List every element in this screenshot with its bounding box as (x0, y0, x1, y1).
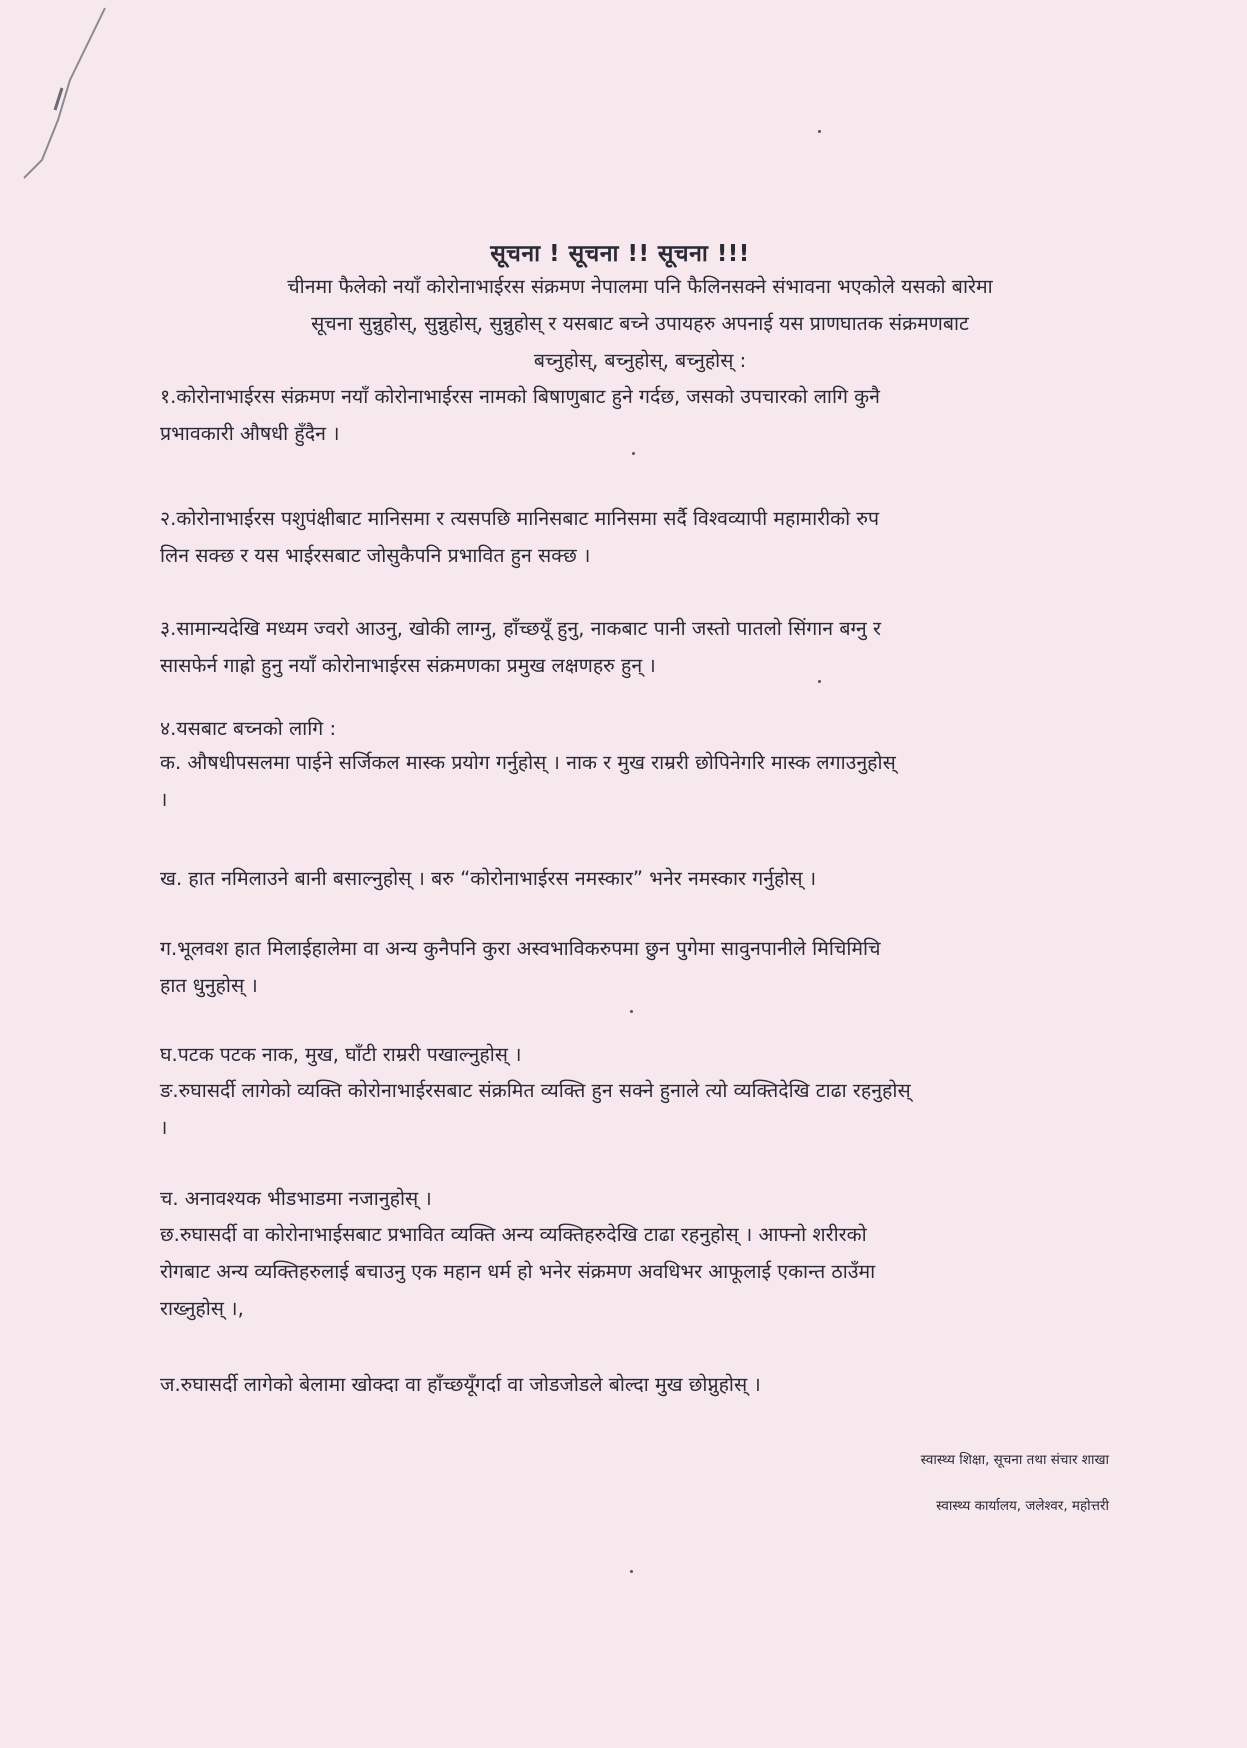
point-chha-line: रोगबाट अन्य व्यक्तिहरुलाई बचाउनु एक महान धर्म हो भनेर संक्रमण अवधिभर आफूलाई एकान्त ठाउँमा (160, 1260, 876, 1283)
point-3-line: ३.सामान्यदेखि मध्यम ज्वरो आउनु, खोकी लाग्नु, हाँच्छयूँ हुनु, नाकबाट पानी जस्तो पातलो सिंगान बग्नु र (160, 617, 881, 640)
pen-scratch-mark (0, 0, 140, 200)
point-kha-line: ख. हात नमिलाउने बानी बसाल्नुहोस् । बरु “कोरोनाभाईरस नमस्कार” भनेर नमस्कार गर्नुहोस् । (160, 867, 817, 890)
point-ga (160, 930, 1115, 1004)
point-3-line: सासफेर्न गाह्रो हुनु नयाँ कोरोनाभाईरस संक्रमणका प्रमुख लक्षणहरु हुन् । (160, 654, 656, 677)
point-kha (160, 860, 1115, 897)
point-ga-line: ग.भूलवश हात मिलाईहालेमा वा अन्य कुनैपनि कुरा अस्वभाविकरुपमा छुन पुगेमा सावुनपानीले मिचिमिचि (160, 937, 881, 960)
point-1 (160, 378, 1115, 452)
notice-title: सूचना ! सूचना !! सूचना !!! (490, 241, 750, 267)
point-ka-line: क. औषधीपसलमा पाईने सर्जिकल मास्क प्रयोग गर्नुहोस् । नाक र मुख राम्ररी छोपिनेगरि मास्क लगाउनुहोस् (160, 751, 896, 774)
point-gha-line: घ.पटक पटक नाक, मुख, घाँटी राम्ररी पखाल्नुहोस् । (160, 1043, 522, 1066)
point-3 (160, 610, 1115, 684)
point-1-line: प्रभावकारी औषधी हुँदैन । (160, 422, 340, 445)
point-4-heading-text: ४.यसबाट बच्नको लागि : (160, 717, 337, 740)
point-2-line: लिन सक्छ र यस भाईरसबाट जोसुकैपनि प्रभावित हुन सक्छ । (160, 544, 591, 567)
point-2-line: २.कोरोनाभाईरस पशुपंक्षीबाट मानिसमा र त्यसपछि मानिसबाट मानिसमा सर्दै विश्वव्यापी महामारीको रुप (160, 507, 880, 530)
point-2 (160, 500, 1115, 574)
intro-line: सूचना सुन्नुहोस्, सुन्नुहोस्, सुन्नुहोस् र यसबाट बच्ने उपायहरु अपनाई यस प्राणघातक संक्रमणबाट (311, 312, 969, 335)
point-4-heading (160, 710, 1115, 747)
intro-line: बच्नुहोस्, बच्नुहोस्, बच्नुहोस् : (533, 349, 747, 372)
speck (630, 1010, 633, 1013)
point-ka-line: । (160, 788, 168, 811)
signature-section: स्वास्थ्य शिक्षा, सूचना तथा संचार शाखा (920, 1452, 1109, 1468)
point-ga-line: हात धुनुहोस् । (160, 974, 258, 997)
point-chha-line: छ.रुघासर्दी वा कोरोनाभाईसबाट प्रभावित व्यक्ति अन्य व्यक्तिहरुदेखि टाढा रहनुहोस् । आफ्नो शरीरको (160, 1223, 867, 1246)
point-nga (160, 1072, 1115, 1146)
signature-office: स्वास्थ्य कार्यालय, जलेश्वर, महोत्तरी (936, 1498, 1109, 1514)
point-chha-line: राख्नुहोस् ।, (160, 1297, 244, 1320)
point-chha (160, 1216, 1115, 1327)
speck (818, 130, 821, 133)
point-cha-line: च. अनावश्यक भीडभाडमा नजानुहोस् । (160, 1187, 432, 1210)
point-gha (160, 1036, 1115, 1073)
point-nga-line: । (160, 1116, 168, 1139)
point-ja-line: ज.रुघासर्दी लागेको बेलामा खोक्दा वा हाँच्छयूँगर्दा वा जोडजोडले बोल्दा मुख छोप्नुहोस् । (160, 1373, 761, 1396)
speck (630, 1570, 633, 1573)
point-cha (160, 1180, 1115, 1217)
point-ja (160, 1366, 1115, 1403)
point-1-line: १.कोरोनाभाईरस संक्रमण नयाँ कोरोनाभाईरस नामको बिषाणुबाट हुने गर्दछ, जसको उपचारको लागि कुनै (160, 385, 880, 408)
speck (632, 452, 635, 455)
intro-paragraph (180, 268, 1100, 379)
point-nga-line: ङ.रुघासर्दी लागेको व्यक्ति कोरोनाभाईरसबाट संक्रमित व्यक्ति हुन सक्ने हुनाले त्यो व्यक्तिदेखि टाढा रहनुहोस् (160, 1079, 911, 1102)
point-ka (160, 744, 1115, 818)
intro-line: चीनमा फैलेको नयाँ कोरोनाभाईरस संक्रमण नेपालमा पनि फैलिनसक्ने संभावना भएकोले यसको बारेमा (287, 275, 993, 298)
